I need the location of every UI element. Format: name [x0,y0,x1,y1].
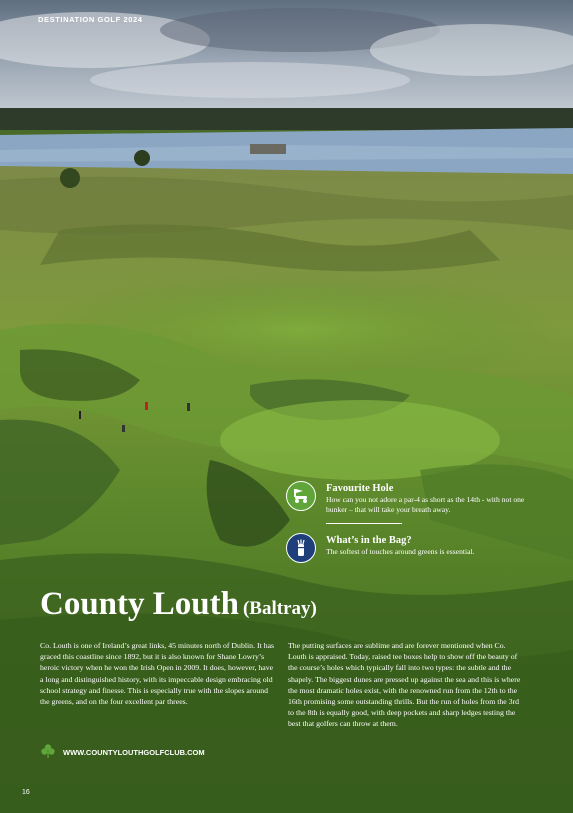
section-label: DESTINATION GOLF 2024 [38,15,143,24]
whats-in-bag-title: What’s in the Bag? [326,535,412,546]
favourite-hole-title: Favourite Hole [326,483,394,494]
course-location: (Baltray) [242,598,317,619]
body-column-2: The putting surfaces are sublime and are forever mentioned when Co. Louth is appraised. Today, raised tee boxes help to show off the beauty of the course’s holes which typically fall into two types: the subtle and the shapely. The biggest dunes are pressed up against the sea and this is where the most dramatic holes exist, with the renowned run from the 12th to the 16th promising some outstanding thrills. But the run of holes from the 3rd to the 8th is equally good, with deep pockets and sharp ledges testing the best that golfers can throw at them. [288,641,521,729]
golf-bag-icon [286,533,316,563]
golf-cart-icon [286,481,316,511]
body-column-1: Co. Louth is one of Ireland’s great links, 45 minutes north of Dublin. It has graced this coastline since 1892, but it is also known for Shane Lowry’s heroic victory when he won the Irish Open in 2009. It does, however, have a long and distinguished history, with its impeccable design embracing old school strategy and finesse. This is especially true with the slopes around the greens, and on the four excellent par threes. [40,641,275,707]
favourite-hole-text: How can you not adore a par-4 as short as the 14th - with not one bunker – that will take your breath away. [326,495,525,514]
course-name: County Louth [40,586,239,622]
whats-in-bag-text: The softest of touches around greens is essential. [326,547,475,556]
website-link[interactable]: WWW.COUNTYLOUTHGOLFCLUB.COM [63,748,205,757]
article-title [40,586,317,623]
info-divider [326,523,402,524]
shamrock-icon [40,743,56,759]
page-number: 16 [22,789,30,796]
